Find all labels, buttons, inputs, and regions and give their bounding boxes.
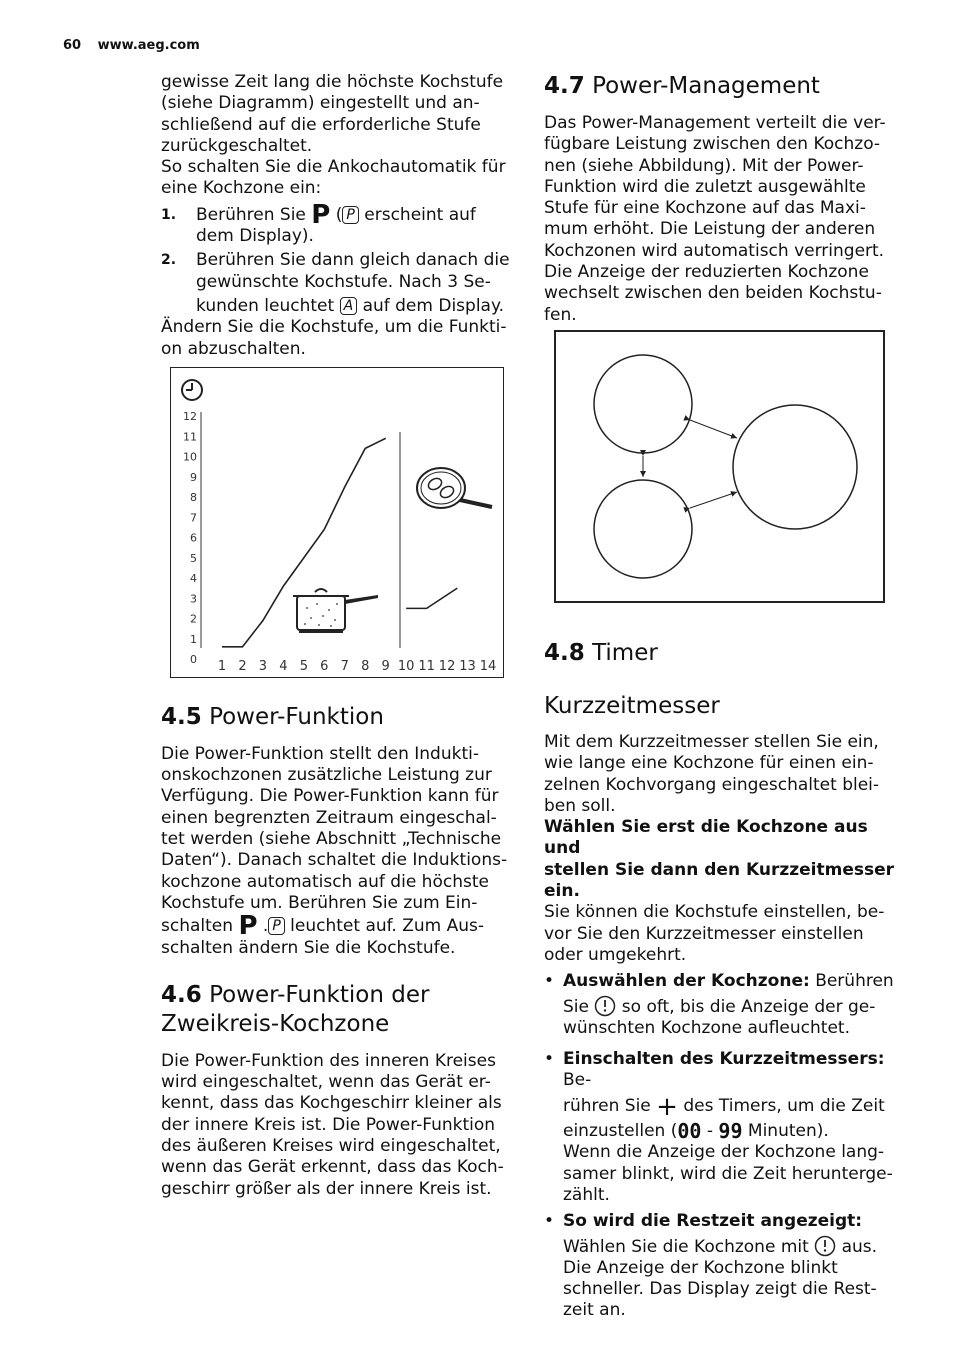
- x-tick-label: 12: [438, 659, 456, 674]
- bullet-start-timer: • Einschalten des Kurzzeitmessers: Be- rühren Sie + des Timers, um die Zeit einzustellen (00 - 99 Minuten). Wenn die Anzeige der Kochzone lang- samer blinkt, wird die Zeit herunterge- zählt.: [544, 1049, 893, 1205]
- y-tick-label: 12: [183, 410, 197, 423]
- page-header: [63, 38, 200, 53]
- x-tick-label: 10: [397, 659, 415, 674]
- step-2: 2. Berühren Sie dann gleich danach die gewünschte Kochstufe. Nach 3 Se- kunden leuchtet A auf dem Display.: [161, 250, 510, 316]
- y-tick-label: 10: [183, 450, 197, 464]
- x-tick-label: 4: [279, 659, 288, 674]
- zone-select-icon: [814, 1235, 836, 1257]
- page-number: 60: [63, 38, 82, 53]
- power-p-symbol: P: [311, 199, 331, 230]
- timer-min-digits: 00: [677, 1119, 702, 1144]
- right-column: 4.7 Power-Management Das Power-Management verteilt die ver- fügbare Leistung zwischen den Kochzo- nen (siehe Abbildung). Mit der Power- Funktion wird die zuletzt ausgewählte Stufe für eine Kochzone auf das Maxi- mum erhöht. Die Leistung der anderen Kochzonen wird automatisch verringert. Die Anzeige der reduzierten Kochzone wechselt zwischen den beiden Kochstu- fen. 4.8 Timer Kurzzeitmesser Mit dem Kurzzeitmesser stellen Sie ein, wie lange eine Kochzone für einen ein- zelnen Kochvorgang eingeschaltet blei- ben soll. Wählen Sie erst die Kochzone aus und stellen Sie dann den Kurzzeitmesser ein. Sie können die Kochstufe einstellen, be- vor Sie den Kurzzeitmesser einstellen oder umgekehrt. • Auswählen der Kochzone: Berühren Sie so oft, bis die Anzeige der ge- wünschten Kochzone aufleuchtet. • Einschalten des Kurzzeitmessers: Be- rühren Sie + des Timers, um die Zeit einzustellen (00 - 99 Minuten). Wenn die Anzeige der Kochzone lang- samer blinkt, wird die Zeit herunterge- zählt. • So wird die Restzeit angezeigt: Wählen Sie die Kochzone mit aus. Die Anzeige der Kochzone blinkt schneller. Das Display zeigt die Rest- zeit an.: [544, 73, 895, 1321]
- x-tick-label: 11: [418, 659, 435, 674]
- step-number: 1.: [161, 206, 177, 223]
- y-tick-label: 5: [190, 551, 197, 565]
- zone-select-icon: [594, 995, 616, 1017]
- y-tick-label: 4: [190, 572, 197, 585]
- y-tick-label: 3: [190, 592, 197, 606]
- intro-line: So schalten Sie die Ankochautomatik für: [161, 157, 506, 178]
- x-tick-label: 13: [459, 659, 476, 674]
- intro-line: eine Kochzone ein:: [161, 178, 322, 199]
- frying-pan-icon: [417, 468, 492, 508]
- left-column: gewisse Zeit lang die höchste Kochstufe (siehe Diagramm) eingestellt und an- schließend auf die erforderliche Stufe zurückgeschaltet. So schalten Sie die Ankochautomatik für eine Kochzone ein: 1. Berühren Sie P ( P erscheint auf dem Display). 2. Berühren Sie dann gleich danach die gewünschte Kochstufe. Nach 3 Se- kunden leuchtet A auf dem Display. Ändern Sie die Kochstufe, um die Funkti- on abzuschalten. 4.5 Power-Funktion Die Power-Funktion stellt den Indukti- onskochzonen zusätzliche Leistung zur Verfügung. Die Power-Funktion kann für einen begrenzten Zeitraum eingeschal- tet werden (siehe Abschnitt „Technische Daten“). Danach schaltet die Induktions- kochzone automatisch auf die höchste Kochstufe um. Berühren Sie zum Ein- schalten P . P leuchtet auf. Zum Aus- schalten ändern Sie die Kochstufe. 4.6 Power-Funktion der Zweikreis-Kochzone Die Power-Funktion des inneren Kreises wird eingeschaltet, wenn das Gerät er- kennt, dass das Kochgeschirr kleiner als der innere Kreis ist. Die Power-Funktion des äußeren Kreises wird eingeschaltet, wenn das Gerät erkennt, dass das Koch- geschirr größer als der innere Kreis ist.: [161, 72, 513, 1200]
- heat-up-chart: [170, 367, 504, 678]
- x-tick-label: 3: [258, 659, 268, 674]
- timer-max-digits: 99: [718, 1119, 743, 1144]
- bullet-select-zone: • Auswählen der Kochzone: Berühren Sie so oft, bis die Anzeige der ge- wünschten Kochzone aufleuchtet.: [544, 971, 894, 1038]
- x-tick-label: 1: [217, 659, 227, 674]
- y-tick-label: 7: [190, 511, 197, 525]
- website-url[interactable]: www.aeg.com: [97, 38, 200, 53]
- power-p-symbol: P: [238, 911, 258, 942]
- y-tick-label: 9: [190, 470, 197, 484]
- display-p-symbol: P: [268, 917, 284, 935]
- section-4-6-title: 4.6 Power-Funktion der: [161, 981, 430, 1008]
- x-tick-label: 2: [238, 659, 247, 674]
- x-tick-label: 14: [479, 659, 497, 674]
- x-tick-label: 7: [340, 659, 349, 674]
- series-heat-up-line: [222, 438, 386, 647]
- x-tick-label: 8: [361, 659, 370, 674]
- y-tick-label: 11: [183, 430, 197, 444]
- section-4-8-subtitle: Kurzzeitmesser: [544, 692, 720, 719]
- section-4-5-title: 4.5 Power-Funktion: [161, 703, 384, 730]
- y-tick-label: 8: [190, 491, 197, 504]
- section-4-6-title-line2: Zweikreis-Kochzone: [161, 1010, 390, 1037]
- intro-line: (siehe Diagramm) eingestellt und an-: [161, 93, 480, 114]
- section-4-8-title: 4.8 Timer: [544, 639, 658, 666]
- x-tick-label: 6: [320, 659, 329, 674]
- display-a-symbol: A: [340, 297, 358, 315]
- step-1: 1. Berühren Sie P ( P erscheint auf dem Display).: [161, 199, 476, 247]
- step-number: 2.: [161, 252, 177, 269]
- section-4-7-title: 4.7 Power-Management: [544, 73, 820, 99]
- y-tick-label: 6: [190, 531, 197, 545]
- x-tick-label: 5: [299, 659, 308, 674]
- bullet-remaining-time: • So wird die Restzeit angezeigt: Wählen Sie die Kochzone mit aus. Die Anzeige der Kochzone blinkt schneller. Das Display zeigt die Rest- zeit an.: [544, 1211, 878, 1321]
- plus-icon: +: [656, 1091, 678, 1122]
- y-tick-label: 2: [190, 612, 197, 626]
- y-tick-label: 1: [190, 632, 197, 646]
- y-tick-label: 0: [190, 653, 197, 666]
- pot-icon: [293, 589, 378, 632]
- x-tick-label: 9: [381, 659, 390, 674]
- intro-line: schließend auf die erforderliche Stufe: [161, 114, 481, 135]
- intro-line: zurückgeschaltet.: [161, 135, 313, 156]
- series-cooking-level-line: [406, 588, 457, 608]
- clock-icon: [182, 380, 202, 400]
- display-p-symbol: P: [342, 206, 358, 224]
- intro-line: gewisse Zeit lang die höchste Kochstufe: [161, 72, 504, 92]
